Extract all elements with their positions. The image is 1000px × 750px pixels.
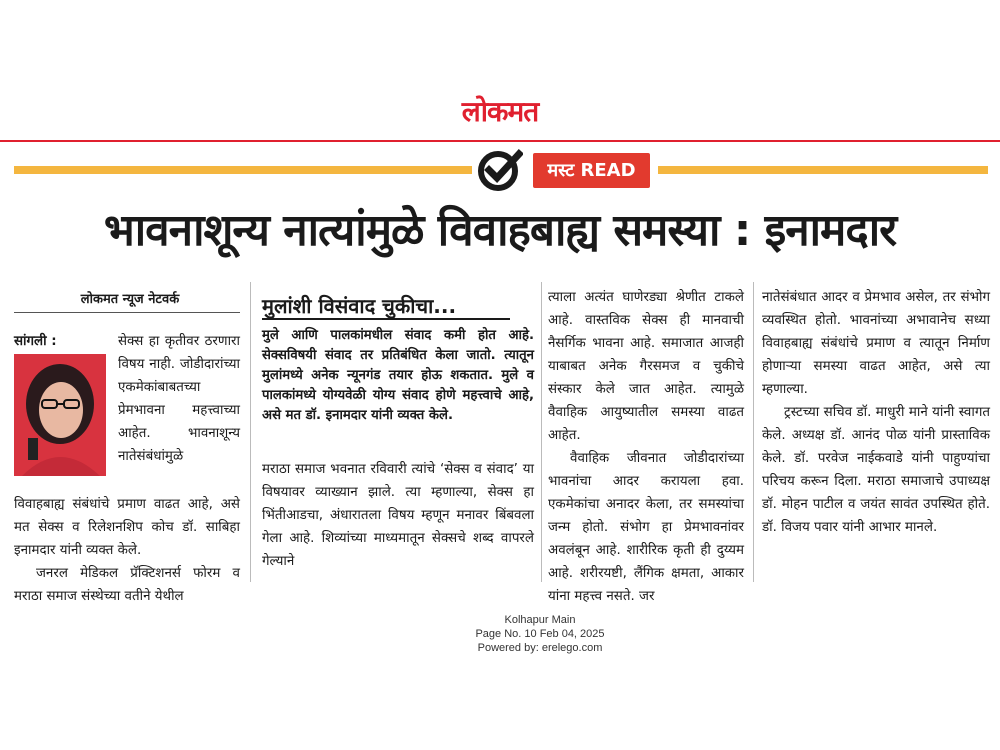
column-2 — [262, 458, 534, 573]
column-4 — [762, 286, 990, 539]
footer-powered: Powered by: erelego.com — [477, 642, 603, 654]
column-divider — [753, 282, 754, 582]
logo-text: लोकमत — [461, 95, 539, 128]
banner-band-left — [14, 166, 472, 174]
article-headline: भावनाशून्य नात्यांमुळे विवाहबाह्य समस्या : इनामदार — [103, 205, 897, 256]
col1-paragraph-1: विवाहबाह्य संबंधांचे प्रमाण वाढत आहे, असे मत सेक्स व रिलेशनशिप कोच डॉ. साबिहा इनामदार यांनी व्यक्त केले. — [14, 497, 240, 558]
col1-paragraph-2: जनरल मेडिकल प्रॅक्टिशनर्स फोरम व मराठा समाज संस्थेच्या वतीने येथील — [14, 566, 240, 604]
masthead-divider — [0, 140, 1000, 142]
col3-paragraph-1: त्याला अत्यंत घाणेरड्या श्रेणीत टाकले आहे. वास्तविक सेक्स ही मानवाची नैसर्गिक भावना आहे. समाजात आजही याबाबत अनेक गैरसमज व चुकीचे संस्कार केले जात आहेत. त्यामुळे वैवाहिक आयुष्यातील समस्या वाढत आहेत. — [548, 290, 744, 443]
column-1 — [14, 493, 240, 608]
sidebar-box-rule — [262, 318, 510, 320]
footer-date: Feb 04, 2025 — [539, 628, 605, 640]
column-3 — [548, 286, 744, 608]
col4-paragraph-1: नातेसंबंधात आदर व प्रेमभाव असेल, तर संभोग व्यवस्थित होतो. भावनांच्या अभावानेच सध्या विवाहबाह्य संबंधांचे प्रमाण व त्यातून निर्माण होणाऱ्या समस्या वाढत आहेत, असे त्या म्हणाल्या. — [762, 290, 990, 397]
portrait-image — [14, 354, 106, 476]
footer-edition: Kolhapur Main — [504, 614, 576, 626]
sidebar-box-title: मुलांशी विसंवाद चुकीचा... — [262, 294, 457, 318]
column-divider — [541, 282, 542, 582]
must-read-tag: मस्ट READ — [533, 153, 650, 188]
banner-band-right — [658, 166, 988, 174]
col2-paragraph-1: मराठा समाज भवनात रविवारी त्यांचे ‘सेक्स व संवाद’ या विषयावर व्याख्यान झाले. त्या म्हणाल्या, सेक्स हा भिंतीआडचा, अंधारातला विषय म्हणून मनावर बिंबवला गेला आहे. शिव्यांच्या माध्यमातून सेक्सचे शब्द वापरले गेल्याने — [262, 462, 534, 569]
intro-wrapped-text: सेक्स हा कृतीवर ठरणारा विषय नाही. जोडीदारांच्या एकमेकांबाबतच्या प्रेमभावना महत्त्वाच्या आहेत. भावनाशून्य नातेसंबंधांमुळे — [118, 334, 240, 464]
masthead-logo — [0, 92, 1000, 132]
author-photo — [14, 354, 106, 476]
column-divider — [250, 282, 251, 582]
byline-credit: लोकमत न्यूज नेटवर्क — [80, 292, 180, 307]
col3-paragraph-2: वैवाहिक जीवनात जोडीदारांच्या भावनांचा आदर करायला हवा. एकमेकांचा अनादर केला, तर समस्यांचा जन्म होतो. संभोग हा प्रेमभावनांवर अवलंबून आहे. शारीरिक कृती ही दुय्यम आहे. शरीरयष्टी, लैंगिक क्षमता, आकार यांना महत्त्व नसते. जर — [548, 451, 744, 604]
dateline: सांगली : — [14, 334, 57, 349]
byline-rule — [14, 312, 240, 313]
footer-page: Page No. 10 — [475, 628, 537, 640]
check-badge-icon — [477, 148, 523, 194]
footer-page-line — [390, 628, 690, 640]
dateline-block — [14, 330, 114, 353]
sidebar-box-body: मुले आणि पालकांमधील संवाद कमी होत आहे. सेक्सविषयी संवाद तर प्रतिबंधित केला जातो. त्यातून मुलांमध्ये अनेक न्यूनगंड तयार होऊ शकतात. मुले व पालकांमध्ये योग्यवेळी योग्य संवाद होणे महत्त्वाचे आहे, असे मत डॉ. इनामदार यांनी व्यक्त केले. — [262, 328, 534, 423]
col4-paragraph-2: ट्रस्टच्या सचिव डॉ. माधुरी माने यांनी स्वागत केले. अध्यक्ष डॉ. आनंद पोळ यांनी प्रास्ताविक केले. डॉ. परवेज नाईकवाडे यांनी पाहुण्यांचा परिचय करून दिला. मराठा समाजाचे उपाध्यक्ष डॉ. मोहन पाटील व जयंत सावंत उपस्थित होते. डॉ. विजय पवार यांनी आभार मानले. — [762, 405, 990, 535]
